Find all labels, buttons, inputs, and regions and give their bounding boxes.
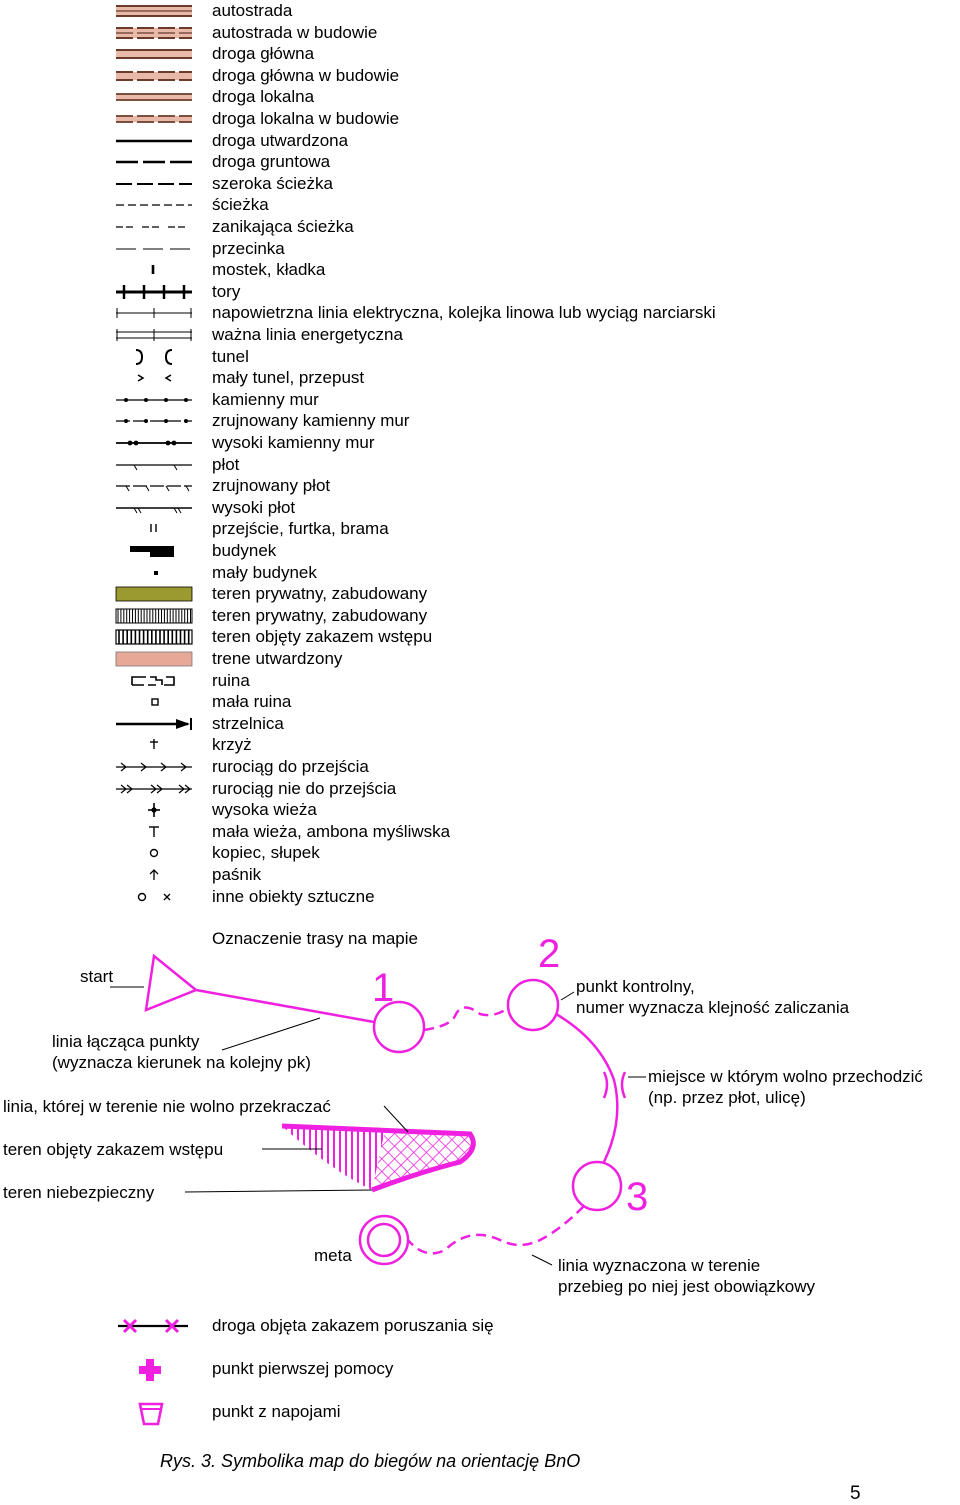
- legend-item-label: mała wieża, ambona myśliwska: [212, 821, 451, 841]
- legend-item-label: mała ruina: [212, 692, 292, 712]
- legend-item-label: budynek: [212, 541, 277, 560]
- legend-item-label: zrujnowany kamienny mur: [212, 411, 410, 431]
- legend-item-label: droga lokalna: [212, 87, 315, 107]
- leg-start-to-1: [196, 990, 374, 1022]
- out-of-bounds-label: teren objęty zakazem wstępu: [3, 1140, 224, 1159]
- crossing-label-1: miejsce w którym wolno przechodzić: [648, 1067, 923, 1086]
- legend-item-label: przecinka: [212, 238, 285, 258]
- legend-item-label: mały budynek: [212, 562, 317, 582]
- forbidden-line-label: linia, której w terenie nie wolno przekraczać: [3, 1097, 331, 1116]
- leg-2-to-3: [556, 1014, 617, 1162]
- figure-caption: Rys. 3. Symbolika map do biegów na orientację BnO: [160, 1451, 581, 1471]
- control-point-label-1: punkt kontrolny,: [576, 977, 695, 996]
- start-label: start: [80, 967, 114, 986]
- legend-item-label: droga gruntowa: [212, 152, 331, 172]
- legend-item-label: krzyż: [212, 735, 252, 755]
- legend-item-label: trene utwardzony: [212, 649, 343, 668]
- dangerous-area-label: teren niebezpieczny: [3, 1183, 155, 1202]
- marked-route-label-2: przebieg po niej jest obowiązkowy: [558, 1277, 816, 1296]
- finish-label: meta: [314, 1246, 352, 1265]
- legend-item-label: autostrada w budowie: [212, 22, 378, 42]
- legend-item-label: ruina: [212, 670, 250, 690]
- legend-item-label: płot: [212, 454, 240, 474]
- forbidden-route-symbol-icon: [112, 1306, 196, 1346]
- legend-item-label: wysoki kamienny mur: [212, 433, 375, 452]
- legend-item-label: mostek, kładka: [212, 260, 326, 280]
- marked-route-1-to-2: [424, 1007, 508, 1030]
- legend-item-label: przejście, furtka, brama: [212, 519, 389, 539]
- legend-item-label: wysoka wieża: [212, 800, 317, 820]
- control-number-1: 1: [372, 966, 395, 1010]
- control-number-3: 3: [626, 1175, 649, 1219]
- legend-item-label: strzelnica: [212, 713, 284, 733]
- legend-item-label: zanikająca ścieżka: [212, 217, 354, 236]
- legend-item-label: droga utwardzona: [212, 130, 349, 150]
- bottom-legend-item: [0, 1306, 960, 1346]
- legend-item-label: tunel: [212, 346, 249, 366]
- crossing-label-2: (np. przez płot, ulicę): [648, 1088, 806, 1107]
- legend-item-label: rurociąg nie do przejścia: [212, 778, 397, 798]
- marked-route-label-1: linia wyznaczona w terenie: [558, 1256, 761, 1275]
- legend-item-label: droga lokalna w budowie: [212, 109, 400, 128]
- route-title: Oznaczenie trasy na mapie: [212, 929, 418, 948]
- marked-route-3-to-finish: [408, 1206, 584, 1253]
- legend-item-label: rurociąg do przejścia: [212, 757, 369, 776]
- legend-item-label: ścieżka: [212, 195, 269, 215]
- legend-item-label: napowietrzna linia elektryczna, kolejka linowa lub wyciąg narciarski: [212, 303, 716, 323]
- bottom-legend-item: [0, 1349, 960, 1389]
- legend-item-label: kamienny mur: [212, 389, 319, 409]
- legend-item-label: droga główna: [212, 44, 315, 64]
- bottom-legend-label: punkt pierwszej pomocy: [212, 1359, 394, 1378]
- bottom-legend-label: punkt z napojami: [212, 1402, 341, 1421]
- bottom-legend-label: droga objęta zakazem poruszania się: [212, 1316, 494, 1335]
- legend-item-label: teren prywatny, zabudowany: [212, 605, 428, 625]
- refreshment-point-symbol-icon: [112, 1392, 196, 1432]
- legend-item-label: droga główna w budowie: [212, 65, 400, 85]
- legend-item-label: zrujnowany płot: [212, 476, 331, 496]
- legend-item-label: ważna linia energetyczna: [212, 325, 403, 344]
- control-point-3: [573, 1162, 621, 1210]
- link-line-label-2: (wyznacza kierunek na kolejny pk): [52, 1053, 311, 1072]
- legend-item-label: tory: [212, 281, 241, 301]
- legend-item-label: kopiec, słupek: [212, 843, 320, 863]
- legend-item-label: autostrada: [212, 1, 293, 20]
- finish-circle: [360, 1216, 408, 1264]
- legend-item-label: szeroka ścieżka: [212, 173, 333, 193]
- start-triangle: [146, 956, 196, 1010]
- control-point-label-2: numer wyznacza klejność zaliczania: [576, 998, 850, 1017]
- page-number: 5: [850, 1483, 861, 1504]
- bottom-legend-item: [0, 1392, 960, 1432]
- legend-item-label: wysoki płot: [212, 497, 296, 517]
- link-line-label-1: linia łącząca punkty: [52, 1032, 200, 1051]
- first-aid-symbol-icon: [112, 1349, 196, 1389]
- control-point-2: [508, 980, 558, 1030]
- legend-item-label: mały tunel, przepust: [212, 368, 365, 388]
- legend-item-label: paśnik: [212, 865, 262, 884]
- legend-item-label: teren prywatny, zabudowany: [212, 584, 428, 604]
- legend-item-label: teren objęty zakazem wstępu: [212, 627, 433, 647]
- control-number-2: 2: [538, 932, 561, 976]
- legend-item-label: inne obiekty sztuczne: [212, 886, 375, 906]
